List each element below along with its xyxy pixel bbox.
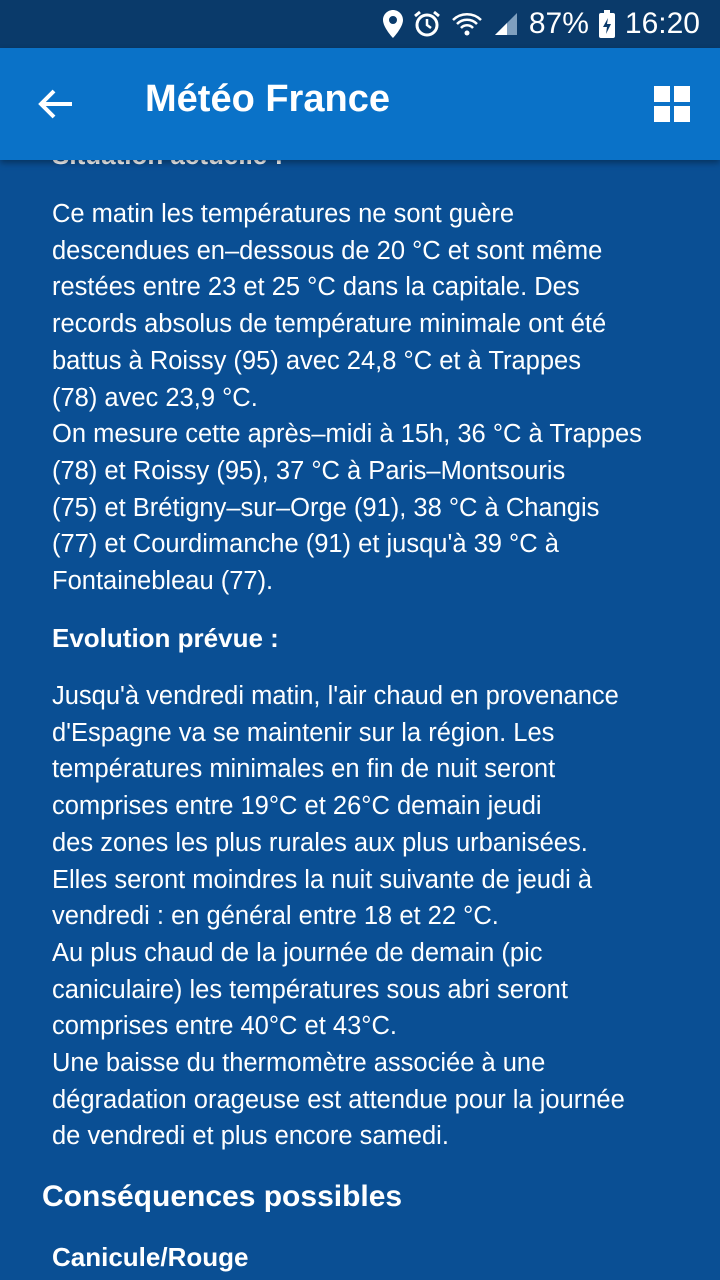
evolution-heading: Evolution prévue : <box>52 623 279 653</box>
canicule-heading: Canicule/Rouge <box>52 1242 249 1272</box>
consequences-heading: Conséquences possibles <box>42 1180 403 1213</box>
evolution-text: Jusqu'à vendredi matin, l'air chaud en provenance d'Espagne va se maintenir sur la région. Les températures minimales en fin de nuit seront comprises entre 19°C et 26°C demain jeudi des zones les plus rurales aux plus urbanisées. Elles seront moindres la nuit suivante de jeudi à vendredi : en général entre 18 et 22 °C. Au plus chaud de la journée de demain (pic caniculaire) les températures sous abri seront comprises entre 40°C et 43°C. Une baisse du thermomètre associée à une dégradation orageuse est attendue pour la journée de vendredi et plus encore samedi. <box>52 682 625 1151</box>
status-bar <box>0 0 720 48</box>
page-title: Météo France <box>145 78 390 120</box>
situation-text: Ce matin les températures ne sont guère descendues en–dessous de 20 °C et sont même restées entre 23 et 25 °C dans la capitale. Des records absolus de température minimale ont été battus à Roissy (95) avec 24,8 °C et à Trappes (78) avec 23,9 °C. On mesure cette après–midi à 15h, 36 °C à Trappes (78) et Roissy (95), 37 °C à Paris–Montsouris (75) et Brétigny–sur–Orge (91), 38 °C à Changis (77) et Courdimanche (91) et jusqu'à 39 °C à Fontainebleau (77). <box>52 200 642 596</box>
grid-menu-button[interactable] <box>654 86 690 122</box>
arrow-left-icon <box>38 88 74 120</box>
app-bar <box>0 48 720 160</box>
location-icon <box>383 10 403 38</box>
back-button[interactable] <box>36 84 76 124</box>
alarm-icon <box>413 10 441 38</box>
clock-time: 16:20 <box>624 7 700 40</box>
wifi-icon <box>451 11 483 37</box>
battery-level: 87% <box>528 7 589 40</box>
grid-icon <box>654 86 670 102</box>
battery-charging-icon <box>599 10 615 38</box>
bulletin-content[interactable] <box>0 160 720 1280</box>
signal-icon <box>493 11 519 37</box>
